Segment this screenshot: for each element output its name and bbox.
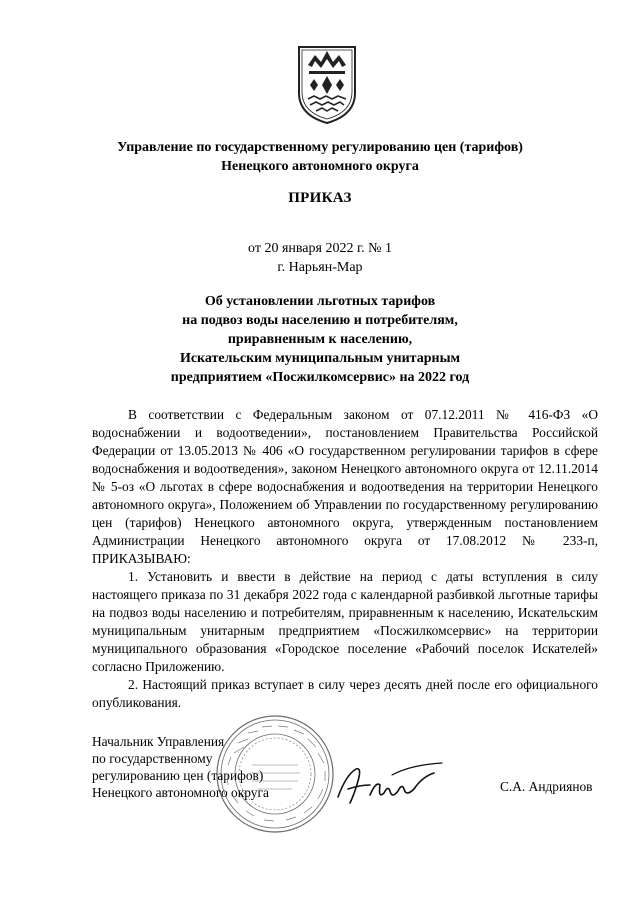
title-line: на подвоз воды населению и потребителям, <box>182 313 458 328</box>
position-line: Начальник Управления <box>92 734 225 749</box>
title-line: Искательским муниципальным унитарным <box>179 351 461 366</box>
date-number: от 20 января 2022 г. № 1 <box>248 241 392 256</box>
preamble-paragraph: В соответствии с Федеральным законом от 07.12.2011 № 416-ФЗ «О водоснабжении и водоотведении», постановлением Правительства Российской Федерации от 13.05.2013 № 406 «О государственном регулировании тарифов в сфере водоснабжения и водоотведения», законом Ненецкого автономного округа от 12.11.2014 № 5-оз «О льготах в сфере водоснабжения и водоотведения на территории Ненецкого автономного округа», Положением об Управлении по государственному регулированию цен (тарифов) Ненецкого автономного округа, утвержденным постановлением Администрации Ненецкого автономного округа от 17.08.2012 № 233-п, ПРИКАЗЫВАЮ: <box>92 407 598 566</box>
organization-line-1: Управление по государственному регулированию цен (тарифов) <box>117 140 523 155</box>
document-type-heading: ПРИКАЗ <box>288 190 352 206</box>
coat-of-arms-emblem <box>296 43 358 125</box>
position-line: Ненецкого автономного округа <box>92 785 269 800</box>
organization-line-2: Ненецкого автономного округа <box>221 159 419 174</box>
position-line: по государственному <box>92 751 213 766</box>
signer-name: С.А. Андриянов <box>500 779 593 794</box>
order-item-2: 2. Настоящий приказ вступает в силу через десять дней после его официального опубликования. <box>92 677 598 710</box>
order-body <box>92 406 598 712</box>
handwritten-signature <box>330 755 450 815</box>
date-place-block <box>0 239 640 277</box>
title-line: приравненным к населению, <box>227 332 413 347</box>
order-item-1: 1. Установить и ввести в действие на период с даты вступления в силу настоящего приказа по 31 декабря 2022 года с календарной разбивкой льготные тарифы на подвоз воды населению и потребителям, приравненным к населению, Искательским муниципальным унитарным предприятием «Посжилкомсервис» на территории муниципального образования «Городское поселение «Рабочий поселок Искателей» согласно Приложению. <box>92 569 598 674</box>
position-line: регулированию цен (тарифов) <box>92 768 264 783</box>
title-line: Об установлении льготных тарифов <box>204 294 436 309</box>
signatory-position <box>92 733 269 801</box>
title-line: предприятием «Посжилкомсервис» на 2022 год <box>170 370 470 385</box>
place: г. Нарьян-Мар <box>277 260 363 275</box>
order-title <box>0 292 640 387</box>
organization-header <box>0 138 640 176</box>
